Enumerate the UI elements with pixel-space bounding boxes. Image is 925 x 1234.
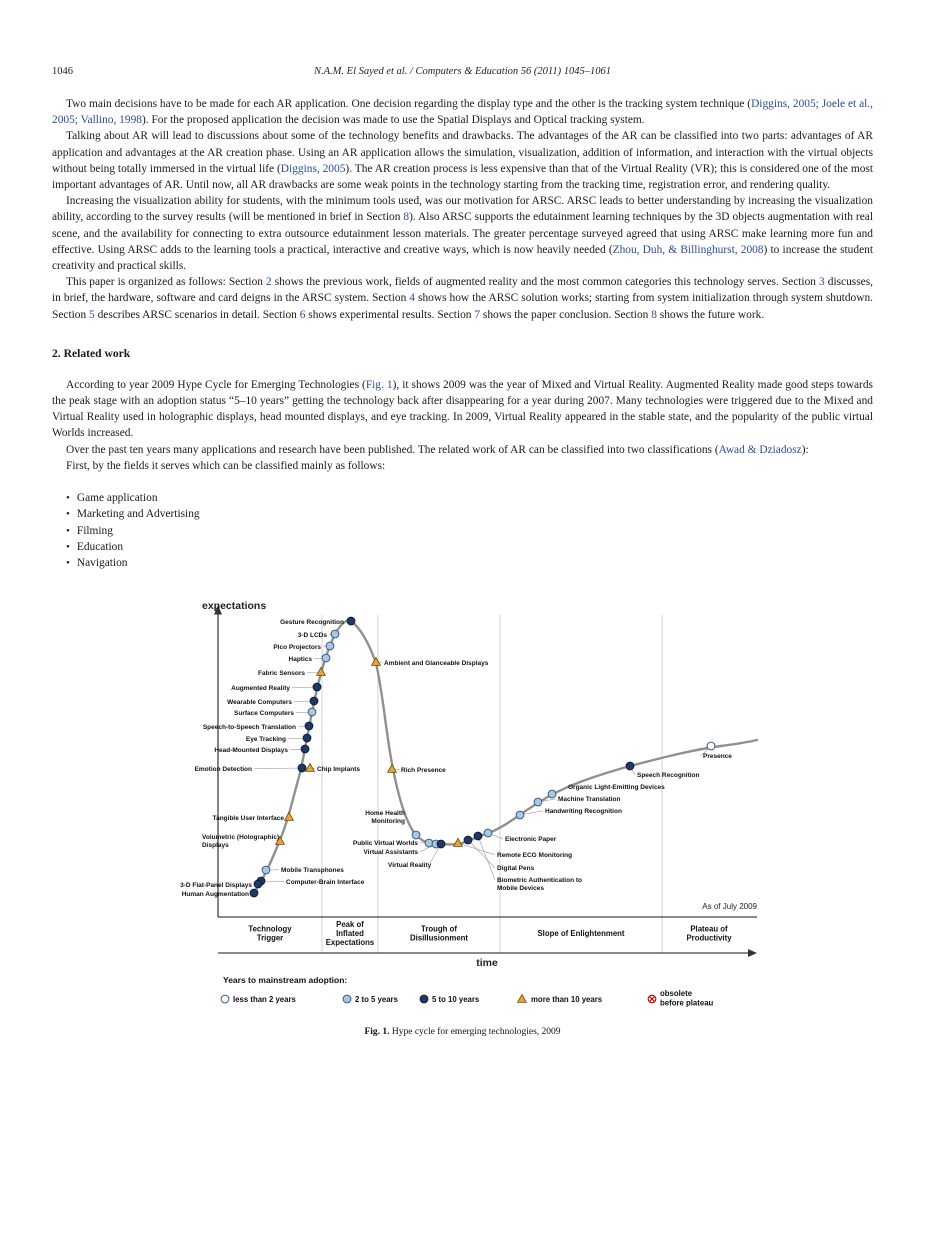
svg-text:3-D LCDs: 3-D LCDs	[297, 631, 327, 639]
body-text: shows the paper conclusion. Section	[480, 308, 652, 321]
svg-text:Home Health: Home Health	[365, 809, 405, 817]
svg-text:more than 10 years: more than 10 years	[531, 994, 603, 1004]
citation-link[interactable]: 4	[409, 292, 415, 305]
body-text: ). The AR creation process is less expensive than that of the Virtual Reality (VR); this is considered one of the most important advantages of AR. Until now, all AR drawbacks are some weak points in the technology starting from the tracking time, registration error, and rendering quality.	[52, 162, 873, 192]
svg-text:Plateau of: Plateau of	[690, 924, 728, 934]
paragraph-organization	[52, 274, 873, 323]
hype-cycle-chart	[170, 599, 772, 1017]
svg-text:Virtual Assistants: Virtual Assistants	[363, 848, 418, 856]
body-text: shows experimental results. Section	[305, 308, 475, 321]
paragraph-advantages	[52, 128, 873, 193]
section-heading-related-work: 2. Related work	[52, 346, 131, 360]
body-text: Over the past ten years many applications and research have been published. The related work of AR can be classified into two classifications (	[66, 443, 719, 456]
svg-text:Biometric Authentication to: Biometric Authentication to	[497, 876, 582, 884]
svg-text:Productivity: Productivity	[686, 933, 732, 943]
svg-text:Speech Recognition: Speech Recognition	[637, 771, 700, 779]
svg-text:obsolete: obsolete	[660, 988, 693, 998]
citation-link[interactable]: 8	[651, 308, 657, 321]
citation-link[interactable]: Diggins, 2005; Joele et al., 2005; Vallino, 1998	[52, 98, 873, 127]
body-text: ). Also ARSC supports the edutainment learning techniques by the 3D objects augmentation with real scene, and the availability for connecting to extra outsource edutainment lesson materials. The greater percentage surveyed agreed that using ARSC make learning more fun and effective. Using ARSC adds to the learning tools a practical, interactive and creative ways, which is now heavily needed (	[52, 211, 873, 256]
ar-fields-list	[52, 490, 873, 571]
svg-text:Human Augmentation: Human Augmentation	[181, 890, 249, 898]
svg-text:Speech-to-Speech Translation: Speech-to-Speech Translation	[202, 723, 296, 731]
svg-text:Head-Mounted Displays: Head-Mounted Displays	[214, 746, 288, 754]
citation-link[interactable]: 5	[89, 308, 95, 321]
svg-text:2 to 5 years: 2 to 5 years	[355, 994, 398, 1004]
svg-text:time: time	[476, 956, 498, 969]
hype-cycle-figure	[52, 599, 873, 1037]
article-body	[52, 96, 873, 1037]
svg-text:Haptics: Haptics	[288, 655, 312, 663]
svg-text:Machine Translation: Machine Translation	[558, 795, 621, 803]
svg-text:expectations: expectations	[202, 599, 267, 612]
body-text: ). For the proposed application the decision was made to use the Spatial Displays and Optical tracking system.	[141, 114, 645, 127]
paragraph-fields-intro	[52, 458, 873, 474]
svg-text:Tangible User Interface: Tangible User Interface	[212, 814, 284, 822]
svg-text:Emotion Detection: Emotion Detection	[194, 765, 252, 773]
svg-text:Displays: Displays	[202, 841, 229, 849]
svg-text:Peak of: Peak of	[336, 919, 364, 929]
svg-text:Pico Projectors: Pico Projectors	[273, 643, 321, 651]
svg-text:Surface Computers: Surface Computers	[234, 709, 294, 717]
citation-link[interactable]: 3	[819, 276, 825, 289]
body-text: describes ARSC scenarios in detail. Section	[94, 308, 300, 321]
body-text: shows the previous work, fields of augmented reality and the most common categories this technology serves. Section	[271, 276, 820, 289]
list-item-filming: • Filming	[66, 523, 873, 539]
svg-text:Inflated: Inflated	[336, 928, 364, 938]
svg-text:Mobile Transphones: Mobile Transphones	[281, 866, 344, 874]
body-text: ), it shows 2009 was the year of Mixed and Virtual Reality. Augmented Reality made good steps towards the peak stage with an adoption status “5–10 years” getting the technology back after disappearing for a year during 2007. Many technologies were triggered due to the Mixed and Virtual Reality used in holographic displays, head mounted displays, and eye tracking. In 2009, Virtual Reality appeared in the stable state, and the popularity of the public virtual Worlds increased.	[52, 378, 873, 440]
svg-text:Monitoring: Monitoring	[371, 817, 405, 825]
svg-text:Handwriting Recognition: Handwriting Recognition	[545, 807, 622, 815]
svg-text:Remote ECG Monitoring: Remote ECG Monitoring	[497, 851, 573, 859]
citation-link[interactable]: Diggins, 2005	[280, 162, 346, 175]
paragraph-hype-cycle	[52, 377, 873, 442]
svg-text:Computer-Brain Interface: Computer-Brain Interface	[286, 878, 365, 886]
body-text: shows the future work.	[656, 308, 765, 321]
citation-link[interactable]: Awad & Dziadosz	[718, 443, 802, 456]
svg-text:Ambient and Glanceable Display: Ambient and Glanceable Displays	[384, 659, 489, 667]
svg-text:As of July 2009: As of July 2009	[702, 901, 757, 911]
svg-text:Organic Light-Emitting Devices: Organic Light-Emitting Devices	[568, 783, 665, 791]
list-item-education: • Education	[66, 539, 873, 555]
page-header	[52, 66, 873, 80]
paragraph-motivation	[52, 193, 873, 274]
svg-text:before plateau: before plateau	[660, 998, 714, 1008]
list-item-game: • Game application	[66, 490, 873, 506]
body-text: ) to increase the student creativity and practical skills.	[52, 243, 873, 273]
svg-text:Expectations: Expectations	[325, 937, 375, 947]
page-number: 1046	[52, 66, 73, 77]
figure-caption-text: Hype cycle for emerging technologies, 2009	[389, 1026, 561, 1037]
svg-text:Digital Pens: Digital Pens	[497, 864, 535, 872]
svg-text:Technology: Technology	[248, 924, 292, 934]
body-text: First, by the fields it serves which can be classified mainly as follows:	[66, 459, 386, 472]
svg-text:Wearable Computers: Wearable Computers	[227, 698, 292, 706]
svg-text:Trigger: Trigger	[256, 933, 284, 943]
citation-link[interactable]: Fig. 1	[365, 378, 393, 391]
running-title: N.A.M. El Sayed et al. / Computers & Education 56 (2011) 1045–1061	[314, 66, 611, 77]
svg-text:Mobile Devices: Mobile Devices	[497, 884, 544, 892]
citation-link[interactable]: Zhou, Duh, & Billinghurst, 2008	[612, 243, 764, 256]
svg-text:Fabric Sensors: Fabric Sensors	[258, 669, 305, 677]
list-item-navigation: • Navigation	[66, 555, 873, 571]
citation-link[interactable]: 8	[403, 211, 410, 224]
citation-link[interactable]: 7	[474, 308, 481, 321]
figure-caption	[52, 1027, 873, 1037]
list-item-marketing: • Marketing and Advertising	[66, 506, 873, 522]
svg-text:Public Virtual Worlds: Public Virtual Worlds	[352, 839, 418, 847]
body-text: ):	[801, 443, 809, 456]
svg-text:less than 2 years: less than 2 years	[233, 994, 296, 1004]
body-text: This paper is organized as follows: Section	[66, 276, 267, 289]
body-text: According to year 2009 Hype Cycle for Emerging Technologies (	[66, 378, 366, 391]
svg-text:Presence: Presence	[703, 752, 732, 760]
svg-text:Chip Implants: Chip Implants	[317, 765, 360, 773]
citation-link[interactable]: 2	[266, 276, 272, 289]
svg-text:Electronic Paper: Electronic Paper	[505, 835, 557, 843]
paragraph-classifications	[52, 442, 873, 458]
svg-text:Volumetric (Holographic): Volumetric (Holographic)	[202, 833, 280, 841]
body-text: Increasing the visualization ability for students, with the minimum tools used, was our motivation for ARSC. ARSC leads to better understanding by increasing the visualization ability, according to the survey results (will be mentioned in brief in Section	[52, 195, 873, 224]
svg-text:Augmented Reality: Augmented Reality	[231, 684, 290, 692]
body-text: discusses, in brief, the hardware, software and card deigns in the ARSC system. Section	[52, 276, 873, 305]
paragraph-decisions	[52, 96, 873, 128]
body-text: Talking about AR will lead to discussions about some of the technology benefits and drawbacks. The advantages of the AR can be classified into two parts: advantages of AR application and advantages at the AR creation phase. Using an AR application allows the simulation, visualization, addition of information, and interaction with the virtual objects without being totally immersed in the virtual life (	[52, 130, 873, 175]
figure-caption-label: Fig. 1.	[364, 1026, 390, 1037]
svg-text:5 to 10 years: 5 to 10 years	[432, 994, 480, 1004]
svg-text:Slope of Enlightenment: Slope of Enlightenment	[537, 928, 625, 938]
svg-text:Years to mainstream adoption:: Years to mainstream adoption:	[223, 974, 348, 985]
svg-text:Gesture Recognition: Gesture Recognition	[280, 618, 344, 626]
svg-text:Rich Presence: Rich Presence	[401, 766, 446, 774]
body-text: shows how the ARSC solution works; starting from system initialization through system shutdown. Section	[52, 292, 873, 321]
svg-text:3-D Flat-Panel Displays: 3-D Flat-Panel Displays	[180, 881, 252, 889]
citation-link[interactable]: 6	[299, 308, 306, 321]
svg-text:Trough of: Trough of	[421, 924, 457, 934]
svg-text:Disillusionment: Disillusionment	[409, 933, 469, 943]
body-text: Two main decisions have to be made for each AR application. One decision regarding the display type and the other is the tracking system technique (	[66, 98, 752, 110]
svg-text:Eye Tracking: Eye Tracking	[245, 735, 286, 743]
svg-text:Virtual Reality: Virtual Reality	[388, 861, 432, 869]
